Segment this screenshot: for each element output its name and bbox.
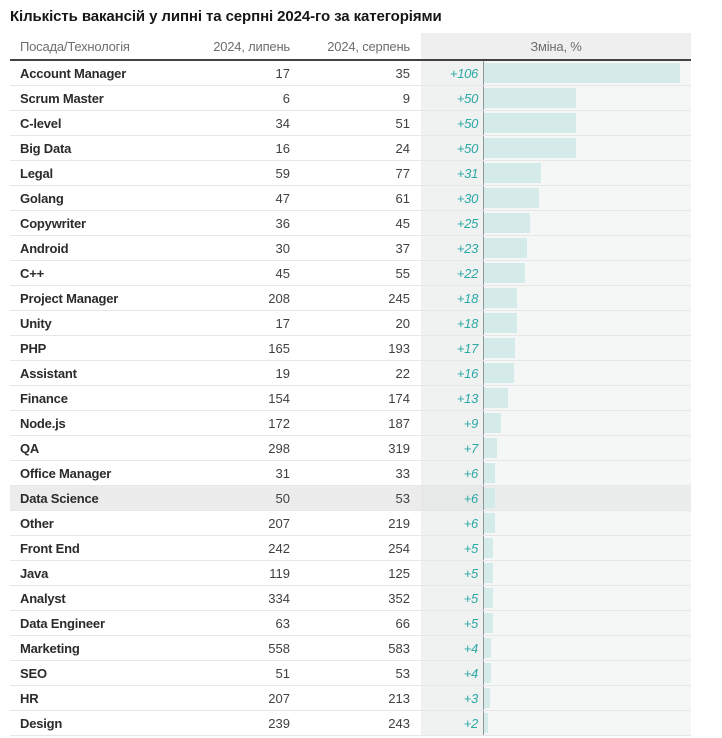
- change-bar-cell: [483, 636, 691, 660]
- change-bar-cell: [483, 336, 691, 360]
- category-label: Account Manager: [20, 65, 127, 81]
- change-bar: [484, 488, 495, 508]
- cell-gap: [410, 561, 421, 585]
- change-percent-value: +5: [421, 536, 483, 560]
- cell-gap: [410, 261, 421, 285]
- change-bar: [484, 388, 508, 408]
- table-row[interactable]: [10, 311, 691, 336]
- change-percent-value: +6: [421, 461, 483, 485]
- change-bar: [484, 713, 488, 733]
- change-bar-cell: [483, 311, 691, 335]
- table-row[interactable]: [10, 136, 691, 161]
- table-row[interactable]: [10, 261, 691, 286]
- july-value: 16: [275, 140, 290, 156]
- category-label: Unity: [20, 315, 52, 331]
- change-bar-cell: [483, 686, 691, 710]
- change-bar: [484, 238, 527, 258]
- change-bar: [484, 338, 515, 358]
- cell-gap: [410, 436, 421, 460]
- august-value: 9: [402, 90, 410, 106]
- change-bar: [484, 513, 495, 533]
- change-percent-value: +106: [421, 61, 483, 85]
- change-bar: [484, 88, 576, 108]
- table-body: [10, 61, 691, 736]
- table-header-row: [10, 33, 691, 61]
- change-percent-value: +18: [421, 311, 483, 335]
- vacancies-table: [10, 33, 691, 736]
- change-bar-cell: [483, 436, 691, 460]
- table-row[interactable]: [10, 536, 691, 561]
- august-value: 20: [395, 315, 410, 331]
- change-bar-cell: [483, 111, 691, 135]
- category-label: Analyst: [20, 590, 66, 606]
- category-label: Legal: [20, 165, 53, 181]
- cell-gap: [410, 311, 421, 335]
- july-value: 30: [275, 240, 290, 256]
- column-header-july: 2024, липень: [213, 38, 290, 54]
- column-header-august: 2024, серпень: [327, 38, 410, 54]
- category-label: Marketing: [20, 640, 80, 656]
- change-percent-value: +7: [421, 436, 483, 460]
- cell-gap: [410, 511, 421, 535]
- change-percent-value: +23: [421, 236, 483, 260]
- table-row[interactable]: [10, 86, 691, 111]
- august-value: 33: [395, 465, 410, 481]
- july-value: 59: [275, 165, 290, 181]
- change-bar: [484, 313, 517, 333]
- change-bar-cell: [483, 536, 691, 560]
- table-row[interactable]: [10, 561, 691, 586]
- cell-gap: [410, 361, 421, 385]
- table-row[interactable]: [10, 236, 691, 261]
- table-row[interactable]: [10, 286, 691, 311]
- july-value: 36: [275, 215, 290, 231]
- change-bar-cell: [483, 61, 691, 85]
- category-label: Copywriter: [20, 215, 86, 231]
- august-value: 193: [388, 340, 410, 356]
- table-row[interactable]: [10, 461, 691, 486]
- july-value: 558: [268, 640, 290, 656]
- change-bar-cell: [483, 386, 691, 410]
- change-percent-value: +3: [421, 686, 483, 710]
- category-label: HR: [20, 690, 39, 706]
- change-bar: [484, 188, 539, 208]
- july-value: 63: [275, 615, 290, 631]
- change-bar-cell: [483, 86, 691, 110]
- august-value: 61: [395, 190, 410, 206]
- change-percent-value: +5: [421, 586, 483, 610]
- table-row[interactable]: [10, 61, 691, 86]
- change-bar: [484, 438, 497, 458]
- august-value: 583: [388, 640, 410, 656]
- category-label: Design: [20, 715, 63, 731]
- category-label: Big Data: [20, 140, 72, 156]
- july-value: 239: [268, 715, 290, 731]
- table-row[interactable]: [10, 636, 691, 661]
- july-value: 31: [275, 465, 290, 481]
- change-percent-value: +5: [421, 561, 483, 585]
- july-value: 50: [275, 490, 290, 506]
- change-bar-cell: [483, 161, 691, 185]
- chart-title: Кількість вакансій у липні та серпні 2024-го за категоріями: [10, 8, 442, 25]
- table-row[interactable]: [10, 211, 691, 236]
- category-label: Other: [20, 515, 54, 531]
- category-label: Data Engineer: [20, 615, 105, 631]
- change-bar-cell: [483, 511, 691, 535]
- august-value: 55: [395, 265, 410, 281]
- august-value: 245: [388, 290, 410, 306]
- august-value: 125: [388, 565, 410, 581]
- change-bar-cell: [483, 186, 691, 210]
- cell-gap: [410, 536, 421, 560]
- change-percent-value: +2: [421, 711, 483, 735]
- category-label: Android: [20, 240, 69, 256]
- change-percent-value: +22: [421, 261, 483, 285]
- category-label: Project Manager: [20, 290, 119, 306]
- july-value: 242: [268, 540, 290, 556]
- change-bar: [484, 463, 495, 483]
- change-bar-cell: [483, 461, 691, 485]
- table-row[interactable]: [10, 411, 691, 436]
- august-value: 53: [395, 665, 410, 681]
- cell-gap: [410, 386, 421, 410]
- july-value: 298: [268, 440, 290, 456]
- category-label: Scrum Master: [20, 90, 104, 106]
- august-value: 37: [395, 240, 410, 256]
- table-row[interactable]: [10, 111, 691, 136]
- august-value: 213: [388, 690, 410, 706]
- change-bar: [484, 63, 680, 83]
- august-value: 45: [395, 215, 410, 231]
- change-bar: [484, 213, 530, 233]
- change-percent-value: +30: [421, 186, 483, 210]
- cell-gap: [410, 586, 421, 610]
- change-percent-value: +17: [421, 336, 483, 360]
- change-bar: [484, 413, 501, 433]
- july-value: 119: [269, 565, 290, 581]
- change-bar-cell: [483, 411, 691, 435]
- july-value: 208: [268, 290, 290, 306]
- change-percent-value: +31: [421, 161, 483, 185]
- category-label: Finance: [20, 390, 68, 406]
- change-bar: [484, 638, 491, 658]
- july-value: 165: [268, 340, 290, 356]
- table-row[interactable]: [10, 611, 691, 636]
- change-bar: [484, 138, 576, 158]
- august-value: 174: [388, 390, 410, 406]
- column-header-change: Зміна, %: [421, 33, 691, 59]
- category-label: Node.js: [20, 415, 66, 431]
- july-value: 207: [268, 515, 290, 531]
- change-bar: [484, 588, 493, 608]
- change-bar-cell: [483, 361, 691, 385]
- change-bar-cell: [483, 261, 691, 285]
- category-label: Java: [20, 565, 49, 581]
- cell-gap: [410, 161, 421, 185]
- august-value: 22: [395, 365, 410, 381]
- change-bar: [484, 663, 491, 683]
- change-bar: [484, 363, 514, 383]
- july-value: 207: [268, 690, 290, 706]
- change-percent-value: +9: [421, 411, 483, 435]
- table-row[interactable]: [10, 336, 691, 361]
- change-bar: [484, 538, 493, 558]
- august-value: 66: [395, 615, 410, 631]
- cell-gap: [410, 61, 421, 85]
- august-value: 51: [395, 115, 410, 131]
- category-label: C-level: [20, 115, 62, 131]
- july-value: 47: [275, 190, 290, 206]
- cell-gap: [410, 611, 421, 635]
- august-value: 77: [395, 165, 410, 181]
- category-label: Front End: [20, 540, 80, 556]
- table-row[interactable]: [10, 511, 691, 536]
- change-bar-cell: [483, 586, 691, 610]
- category-label: Golang: [20, 190, 64, 206]
- table-row[interactable]: [10, 661, 691, 686]
- table-row[interactable]: [10, 186, 691, 211]
- cell-gap: [410, 86, 421, 110]
- change-bar: [484, 688, 490, 708]
- table-row[interactable]: [10, 361, 691, 386]
- cell-gap: [410, 461, 421, 485]
- july-value: 34: [275, 115, 290, 131]
- cell-gap: [410, 486, 421, 510]
- change-percent-value: +18: [421, 286, 483, 310]
- change-bar-cell: [483, 136, 691, 160]
- table-row[interactable]: [10, 711, 691, 736]
- august-value: 187: [388, 415, 410, 431]
- change-bar: [484, 163, 541, 183]
- change-percent-value: +16: [421, 361, 483, 385]
- category-label: PHP: [20, 340, 47, 356]
- july-value: 154: [268, 390, 290, 406]
- change-percent-value: +4: [421, 636, 483, 660]
- cell-gap: [410, 336, 421, 360]
- change-bar: [484, 288, 517, 308]
- july-value: 19: [275, 365, 290, 381]
- august-value: 319: [388, 440, 410, 456]
- cell-gap: [410, 686, 421, 710]
- table-row[interactable]: [10, 161, 691, 186]
- table-row[interactable]: [10, 436, 691, 461]
- july-value: 6: [282, 90, 290, 106]
- july-value: 17: [275, 65, 290, 81]
- july-value: 45: [275, 265, 290, 281]
- cell-gap: [410, 236, 421, 260]
- change-bar-cell: [483, 211, 691, 235]
- august-value: 243: [388, 715, 410, 731]
- change-bar-cell: [483, 236, 691, 260]
- cell-gap: [410, 411, 421, 435]
- cell-gap: [410, 636, 421, 660]
- july-value: 51: [275, 665, 290, 681]
- change-percent-value: +4: [421, 661, 483, 685]
- column-header-category: Посада/Технологія: [20, 38, 130, 54]
- july-value: 172: [268, 415, 290, 431]
- cell-gap: [410, 211, 421, 235]
- august-value: 53: [395, 490, 410, 506]
- july-value: 334: [268, 590, 290, 606]
- change-bar-cell: [483, 711, 691, 735]
- cell-gap: [410, 186, 421, 210]
- july-value: 17: [275, 315, 290, 331]
- change-bar-cell: [483, 561, 691, 585]
- category-label: C++: [20, 265, 44, 281]
- category-label: Data Science: [20, 490, 99, 506]
- august-value: 352: [388, 590, 410, 606]
- category-label: Assistant: [20, 365, 77, 381]
- category-label: QA: [20, 440, 40, 456]
- change-percent-value: +5: [421, 611, 483, 635]
- cell-gap: [410, 111, 421, 135]
- change-bar: [484, 563, 493, 583]
- change-percent-value: +13: [421, 386, 483, 410]
- cell-gap: [410, 661, 421, 685]
- table-row[interactable]: [10, 386, 691, 411]
- table-row[interactable]: [10, 586, 691, 611]
- table-row[interactable]: [10, 486, 691, 511]
- change-percent-value: +6: [421, 511, 483, 535]
- cell-gap: [410, 286, 421, 310]
- category-label: SEO: [20, 665, 47, 681]
- change-bar: [484, 613, 493, 633]
- table-row[interactable]: [10, 686, 691, 711]
- change-bar-cell: [483, 286, 691, 310]
- change-bar-cell: [483, 611, 691, 635]
- change-bar-cell: [483, 661, 691, 685]
- category-label: Office Manager: [20, 465, 112, 481]
- august-value: 254: [388, 540, 410, 556]
- change-percent-value: +6: [421, 486, 483, 510]
- change-percent-value: +50: [421, 136, 483, 160]
- cell-gap: [410, 711, 421, 735]
- change-percent-value: +25: [421, 211, 483, 235]
- change-bar: [484, 113, 576, 133]
- august-value: 35: [395, 65, 410, 81]
- cell-gap: [410, 136, 421, 160]
- change-percent-value: +50: [421, 86, 483, 110]
- change-percent-value: +50: [421, 111, 483, 135]
- change-bar-cell: [483, 486, 691, 510]
- change-bar: [484, 263, 525, 283]
- august-value: 219: [388, 515, 410, 531]
- august-value: 24: [395, 140, 410, 156]
